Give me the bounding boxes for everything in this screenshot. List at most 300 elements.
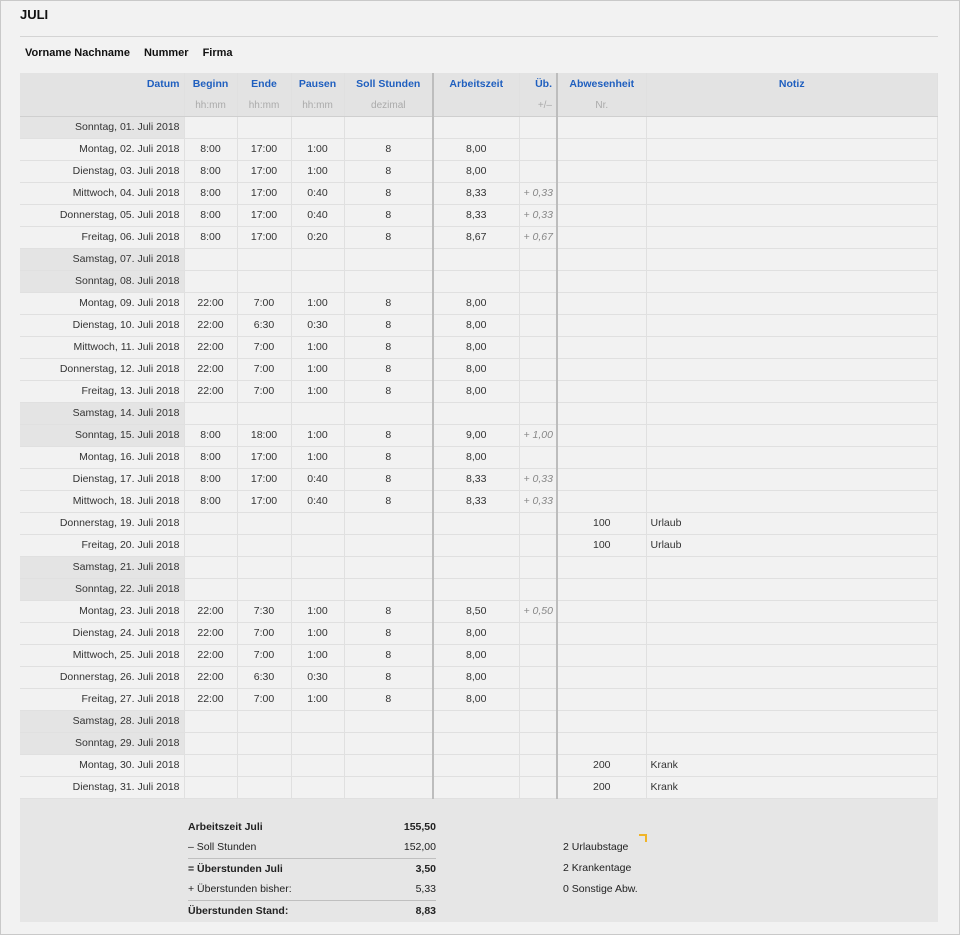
beginn-cell[interactable]: 8:00 <box>184 490 237 512</box>
notiz-cell[interactable] <box>646 336 938 358</box>
soll-cell[interactable] <box>344 776 433 798</box>
abwesenheit-cell[interactable] <box>557 336 646 358</box>
ende-cell[interactable] <box>237 776 291 798</box>
beginn-cell[interactable]: 8:00 <box>184 446 237 468</box>
abwesenheit-cell[interactable] <box>557 622 646 644</box>
notiz-cell[interactable] <box>646 226 938 248</box>
soll-cell[interactable] <box>344 754 433 776</box>
table-row <box>20 644 938 666</box>
notiz-cell[interactable] <box>646 468 938 490</box>
notiz-cell[interactable] <box>646 292 938 314</box>
header-ende: Ende <box>237 73 291 95</box>
soll-cell[interactable] <box>344 732 433 754</box>
soll-cell[interactable]: 8 <box>344 336 433 358</box>
ende-cell[interactable] <box>237 710 291 732</box>
notiz-cell[interactable] <box>646 402 938 424</box>
abwesenheit-cell[interactable] <box>557 666 646 688</box>
ende-cell[interactable]: 17:00 <box>237 138 291 160</box>
beginn-cell[interactable]: 8:00 <box>184 138 237 160</box>
date-cell: Montag, 23. Juli 2018 <box>20 600 184 622</box>
table-row <box>20 226 938 248</box>
pausen-cell[interactable] <box>291 534 344 556</box>
notiz-cell[interactable] <box>646 270 938 292</box>
ende-cell[interactable]: 7:00 <box>237 336 291 358</box>
abwesenheit-cell[interactable]: 200 <box>557 776 646 798</box>
abwesenheit-cell[interactable] <box>557 578 646 600</box>
soll-cell[interactable]: 8 <box>344 490 433 512</box>
abwesenheit-cell[interactable] <box>557 600 646 622</box>
table-row <box>20 402 938 424</box>
ueberstunden-cell: + 0,50 <box>519 600 557 622</box>
ende-cell[interactable]: 7:00 <box>237 688 291 710</box>
ende-cell[interactable]: 7:00 <box>237 644 291 666</box>
soll-cell[interactable] <box>344 512 433 534</box>
soll-cell[interactable]: 8 <box>344 622 433 644</box>
table-row <box>20 754 938 776</box>
abwesenheit-cell[interactable]: 100 <box>557 534 646 556</box>
beginn-cell[interactable]: 8:00 <box>184 160 237 182</box>
subheader-beginn: hh:mm <box>184 95 237 116</box>
abwesenheit-cell[interactable] <box>557 358 646 380</box>
ende-cell[interactable] <box>237 248 291 270</box>
arbeitszeit-cell: 8,00 <box>433 138 519 160</box>
abwesenheit-cell[interactable] <box>557 160 646 182</box>
beginn-cell[interactable]: 22:00 <box>184 666 237 688</box>
soll-cell[interactable] <box>344 248 433 270</box>
arbeitszeit-cell: 8,00 <box>433 380 519 402</box>
abwesenheit-cell[interactable]: 200 <box>557 754 646 776</box>
notiz-cell[interactable] <box>646 710 938 732</box>
pausen-cell[interactable]: 1:00 <box>291 336 344 358</box>
table-row <box>20 578 938 600</box>
beginn-cell[interactable]: 22:00 <box>184 644 237 666</box>
notiz-cell[interactable] <box>646 314 938 336</box>
ende-cell[interactable]: 6:30 <box>237 314 291 336</box>
table-row <box>20 138 938 160</box>
notiz-cell[interactable] <box>646 490 938 512</box>
soll-cell[interactable] <box>344 534 433 556</box>
pausen-cell[interactable]: 0:40 <box>291 204 344 226</box>
date-cell: Montag, 09. Juli 2018 <box>20 292 184 314</box>
abwesenheit-cell[interactable] <box>557 710 646 732</box>
arbeitszeit-cell <box>433 248 519 270</box>
date-cell: Mittwoch, 25. Juli 2018 <box>20 644 184 666</box>
arbeitszeit-cell: 8,00 <box>433 688 519 710</box>
date-cell: Dienstag, 03. Juli 2018 <box>20 160 184 182</box>
date-cell: Montag, 02. Juli 2018 <box>20 138 184 160</box>
abwesenheit-cell[interactable] <box>557 424 646 446</box>
arbeitszeit-cell <box>433 776 519 798</box>
ende-cell[interactable]: 17:00 <box>237 490 291 512</box>
abwesenheit-cell[interactable] <box>557 204 646 226</box>
pausen-cell[interactable]: 1:00 <box>291 600 344 622</box>
notiz-cell[interactable] <box>646 160 938 182</box>
pausen-cell[interactable]: 0:40 <box>291 490 344 512</box>
subheader-notiz <box>646 95 938 116</box>
beginn-cell[interactable] <box>184 270 237 292</box>
pausen-cell[interactable]: 0:30 <box>291 666 344 688</box>
beginn-cell[interactable]: 8:00 <box>184 204 237 226</box>
ende-cell[interactable] <box>237 402 291 424</box>
arbeitszeit-cell <box>433 578 519 600</box>
arbeitszeit-cell: 8,33 <box>433 490 519 512</box>
ueberstunden-cell: + 0,33 <box>519 468 557 490</box>
pausen-cell[interactable]: 1:00 <box>291 380 344 402</box>
soll-cell[interactable] <box>344 402 433 424</box>
date-cell: Samstag, 21. Juli 2018 <box>20 556 184 578</box>
header-row <box>20 73 938 95</box>
abwesenheit-cell[interactable] <box>557 292 646 314</box>
header-pausen: Pausen <box>291 73 344 95</box>
beginn-cell[interactable] <box>184 248 237 270</box>
beginn-cell[interactable] <box>184 578 237 600</box>
soll-cell[interactable]: 8 <box>344 138 433 160</box>
soll-cell[interactable]: 8 <box>344 204 433 226</box>
employee-company[interactable]: Firma <box>202 47 233 59</box>
arbeitszeit-cell <box>433 710 519 732</box>
table-row <box>20 666 938 688</box>
ende-cell[interactable] <box>237 116 291 138</box>
notiz-cell[interactable]: Krank <box>646 776 938 798</box>
pausen-cell[interactable] <box>291 116 344 138</box>
ende-cell[interactable]: 17:00 <box>237 468 291 490</box>
abwesenheit-cell[interactable] <box>557 644 646 666</box>
ueberstunden-cell <box>519 336 557 358</box>
soll-cell[interactable]: 8 <box>344 380 433 402</box>
notiz-cell[interactable] <box>646 666 938 688</box>
pausen-cell[interactable]: 1:00 <box>291 424 344 446</box>
ende-cell[interactable]: 7:30 <box>237 600 291 622</box>
soll-cell[interactable]: 8 <box>344 182 433 204</box>
date-cell: Montag, 30. Juli 2018 <box>20 754 184 776</box>
pausen-cell[interactable]: 1:00 <box>291 622 344 644</box>
soll-cell[interactable]: 8 <box>344 226 433 248</box>
table-row <box>20 160 938 182</box>
timesheet-table <box>20 73 938 799</box>
subheader-ende: hh:mm <box>237 95 291 116</box>
ueberstunden-cell <box>519 248 557 270</box>
abwesenheit-cell[interactable] <box>557 688 646 710</box>
table-row <box>20 490 938 512</box>
ueberstunden-cell <box>519 314 557 336</box>
pausen-cell[interactable] <box>291 776 344 798</box>
soll-cell[interactable]: 8 <box>344 468 433 490</box>
beginn-cell[interactable]: 22:00 <box>184 600 237 622</box>
notiz-cell[interactable] <box>646 248 938 270</box>
notiz-cell[interactable] <box>646 688 938 710</box>
date-cell: Dienstag, 17. Juli 2018 <box>20 468 184 490</box>
table-row <box>20 446 938 468</box>
notiz-cell[interactable] <box>646 556 938 578</box>
ende-cell[interactable] <box>237 754 291 776</box>
beginn-cell[interactable]: 22:00 <box>184 314 237 336</box>
pausen-cell[interactable]: 1:00 <box>291 446 344 468</box>
table-row <box>20 116 938 138</box>
date-cell: Mittwoch, 04. Juli 2018 <box>20 182 184 204</box>
soll-cell[interactable] <box>344 270 433 292</box>
ende-cell[interactable]: 17:00 <box>237 446 291 468</box>
soll-cell[interactable] <box>344 556 433 578</box>
soll-cell[interactable]: 8 <box>344 600 433 622</box>
beginn-cell[interactable]: 22:00 <box>184 380 237 402</box>
arbeitszeit-cell: 8,67 <box>433 226 519 248</box>
soll-cell[interactable]: 8 <box>344 424 433 446</box>
ende-cell[interactable]: 7:00 <box>237 380 291 402</box>
comment-marker-icon[interactable] <box>639 834 647 842</box>
beginn-cell[interactable]: 8:00 <box>184 182 237 204</box>
ende-cell[interactable]: 6:30 <box>237 666 291 688</box>
employee-name[interactable]: Vorname Nachname <box>25 47 130 59</box>
subheader-ueberstunden: +/– <box>519 95 557 116</box>
notiz-cell[interactable]: Urlaub <box>646 512 938 534</box>
ueberstunden-cell <box>519 138 557 160</box>
notiz-cell[interactable] <box>646 424 938 446</box>
summary-value: 5,33 <box>415 883 436 896</box>
date-cell: Dienstag, 31. Juli 2018 <box>20 776 184 798</box>
arbeitszeit-cell <box>433 556 519 578</box>
abwesenheit-cell[interactable] <box>557 314 646 336</box>
ende-cell[interactable]: 7:00 <box>237 292 291 314</box>
summary-label: Arbeitszeit Juli <box>188 820 263 833</box>
abwesenheit-cell[interactable] <box>557 732 646 754</box>
abwesenheit-cell[interactable] <box>557 380 646 402</box>
notiz-cell[interactable] <box>646 644 938 666</box>
beginn-cell[interactable] <box>184 556 237 578</box>
pausen-cell[interactable]: 1:00 <box>291 644 344 666</box>
ueberstunden-cell <box>519 446 557 468</box>
arbeitszeit-cell: 8,00 <box>433 622 519 644</box>
beginn-cell[interactable]: 8:00 <box>184 468 237 490</box>
pausen-cell[interactable] <box>291 270 344 292</box>
pausen-cell[interactable] <box>291 578 344 600</box>
beginn-cell[interactable]: 22:00 <box>184 688 237 710</box>
soll-cell[interactable]: 8 <box>344 314 433 336</box>
beginn-cell[interactable] <box>184 116 237 138</box>
arbeitszeit-cell: 8,50 <box>433 600 519 622</box>
beginn-cell[interactable] <box>184 710 237 732</box>
abwesenheit-cell[interactable]: 100 <box>557 512 646 534</box>
soll-cell[interactable] <box>344 578 433 600</box>
ende-cell[interactable]: 17:00 <box>237 160 291 182</box>
summary-value: 152,00 <box>403 841 436 854</box>
soll-cell[interactable]: 8 <box>344 666 433 688</box>
pausen-cell[interactable]: 1:00 <box>291 160 344 182</box>
soll-cell[interactable]: 8 <box>344 358 433 380</box>
pausen-cell[interactable]: 0:40 <box>291 468 344 490</box>
pausen-cell[interactable]: 1:00 <box>291 138 344 160</box>
date-cell: Donnerstag, 12. Juli 2018 <box>20 358 184 380</box>
header-abwesenheit: Abwesenheit <box>557 73 646 95</box>
ueberstunden-cell <box>519 666 557 688</box>
abwesenheit-cell[interactable] <box>557 226 646 248</box>
notiz-cell[interactable] <box>646 578 938 600</box>
pausen-cell[interactable] <box>291 754 344 776</box>
ueberstunden-cell <box>519 534 557 556</box>
pausen-cell[interactable]: 0:40 <box>291 182 344 204</box>
abwesenheit-cell[interactable] <box>557 490 646 512</box>
ueberstunden-cell <box>519 402 557 424</box>
ueberstunden-cell: + 0,33 <box>519 182 557 204</box>
date-cell: Freitag, 20. Juli 2018 <box>20 534 184 556</box>
ueberstunden-cell: + 1,00 <box>519 424 557 446</box>
arbeitszeit-cell <box>433 534 519 556</box>
beginn-cell[interactable]: 22:00 <box>184 358 237 380</box>
summary-label: + Überstunden bisher: <box>188 883 292 896</box>
table-row <box>20 732 938 754</box>
summary-label: – Soll Stunden <box>188 841 257 854</box>
absence-other: 0 Sonstige Abw. <box>563 883 638 895</box>
date-cell: Donnerstag, 05. Juli 2018 <box>20 204 184 226</box>
arbeitszeit-cell <box>433 512 519 534</box>
abwesenheit-cell[interactable] <box>557 402 646 424</box>
abwesenheit-cell[interactable] <box>557 556 646 578</box>
summary-row <box>188 816 436 837</box>
soll-cell[interactable] <box>344 710 433 732</box>
arbeitszeit-cell <box>433 754 519 776</box>
header-notiz: Notiz <box>646 73 938 95</box>
soll-cell[interactable]: 8 <box>344 644 433 666</box>
header-datum: Datum <box>20 73 184 95</box>
arbeitszeit-cell: 8,00 <box>433 446 519 468</box>
beginn-cell[interactable]: 22:00 <box>184 622 237 644</box>
summary-row <box>188 858 436 879</box>
subheader-datum <box>20 95 184 116</box>
arbeitszeit-cell: 8,00 <box>433 358 519 380</box>
notiz-cell[interactable] <box>646 380 938 402</box>
table-row <box>20 314 938 336</box>
pausen-cell[interactable] <box>291 710 344 732</box>
table-row <box>20 204 938 226</box>
header-arbeitszeit: Arbeitszeit <box>433 73 519 95</box>
table-row <box>20 292 938 314</box>
header-soll: Soll Stunden <box>344 73 433 95</box>
table-row <box>20 468 938 490</box>
pausen-cell[interactable]: 1:00 <box>291 292 344 314</box>
ende-cell[interactable] <box>237 534 291 556</box>
pausen-cell[interactable] <box>291 402 344 424</box>
date-cell: Freitag, 13. Juli 2018 <box>20 380 184 402</box>
month-title: JULI <box>20 7 49 22</box>
ende-cell[interactable]: 17:00 <box>237 204 291 226</box>
arbeitszeit-cell <box>433 402 519 424</box>
date-cell: Sonntag, 15. Juli 2018 <box>20 424 184 446</box>
ende-cell[interactable]: 7:00 <box>237 358 291 380</box>
ende-cell[interactable] <box>237 556 291 578</box>
notiz-cell[interactable]: Urlaub <box>646 534 938 556</box>
notiz-cell[interactable]: Krank <box>646 754 938 776</box>
summary-value: 8,83 <box>377 900 436 921</box>
abwesenheit-cell[interactable] <box>557 446 646 468</box>
date-cell: Dienstag, 10. Juli 2018 <box>20 314 184 336</box>
table-row <box>20 600 938 622</box>
date-cell: Samstag, 07. Juli 2018 <box>20 248 184 270</box>
ueberstunden-cell <box>519 710 557 732</box>
notiz-cell[interactable] <box>646 116 938 138</box>
summary-label: Überstunden Stand: <box>188 900 377 921</box>
summary-value: 3,50 <box>377 858 436 879</box>
pausen-cell[interactable]: 0:30 <box>291 314 344 336</box>
beginn-cell[interactable]: 22:00 <box>184 336 237 358</box>
beginn-cell[interactable] <box>184 754 237 776</box>
notiz-cell[interactable] <box>646 204 938 226</box>
ende-cell[interactable] <box>237 732 291 754</box>
ende-cell[interactable]: 7:00 <box>237 622 291 644</box>
table-row <box>20 248 938 270</box>
abwesenheit-cell[interactable] <box>557 468 646 490</box>
ende-cell[interactable]: 17:00 <box>237 182 291 204</box>
abwesenheit-cell[interactable] <box>557 248 646 270</box>
ende-cell[interactable] <box>237 270 291 292</box>
soll-cell[interactable]: 8 <box>344 446 433 468</box>
pausen-cell[interactable] <box>291 732 344 754</box>
pausen-cell[interactable]: 1:00 <box>291 688 344 710</box>
table-row <box>20 182 938 204</box>
ende-cell[interactable] <box>237 512 291 534</box>
beginn-cell[interactable]: 22:00 <box>184 292 237 314</box>
absence-sick: 2 Krankentage <box>563 862 632 874</box>
beginn-cell[interactable] <box>184 776 237 798</box>
table-row <box>20 270 938 292</box>
pausen-cell[interactable]: 1:00 <box>291 358 344 380</box>
notiz-cell[interactable] <box>646 358 938 380</box>
abwesenheit-cell[interactable] <box>557 116 646 138</box>
soll-cell[interactable]: 8 <box>344 160 433 182</box>
notiz-cell[interactable] <box>646 600 938 622</box>
beginn-cell[interactable] <box>184 512 237 534</box>
header-ueberstunden: Üb. <box>519 73 557 95</box>
ende-cell[interactable] <box>237 578 291 600</box>
notiz-cell[interactable] <box>646 182 938 204</box>
soll-cell[interactable]: 8 <box>344 292 433 314</box>
arbeitszeit-cell: 8,00 <box>433 292 519 314</box>
date-cell: Dienstag, 24. Juli 2018 <box>20 622 184 644</box>
ende-cell[interactable]: 17:00 <box>237 226 291 248</box>
ende-cell[interactable]: 18:00 <box>237 424 291 446</box>
beginn-cell[interactable]: 8:00 <box>184 226 237 248</box>
pausen-cell[interactable] <box>291 556 344 578</box>
beginn-cell[interactable] <box>184 534 237 556</box>
arbeitszeit-cell <box>433 270 519 292</box>
table-row <box>20 424 938 446</box>
date-cell: Freitag, 06. Juli 2018 <box>20 226 184 248</box>
ueberstunden-cell <box>519 270 557 292</box>
pausen-cell[interactable]: 0:20 <box>291 226 344 248</box>
ueberstunden-cell <box>519 622 557 644</box>
soll-cell[interactable]: 8 <box>344 688 433 710</box>
ueberstunden-cell <box>519 688 557 710</box>
arbeitszeit-cell: 8,33 <box>433 182 519 204</box>
pausen-cell[interactable] <box>291 248 344 270</box>
absence-vacation: 2 Urlaubstage <box>563 841 629 853</box>
employee-number[interactable]: Nummer <box>143 47 189 59</box>
pausen-cell[interactable] <box>291 512 344 534</box>
title-divider <box>20 36 938 37</box>
notiz-cell[interactable] <box>646 732 938 754</box>
notiz-cell[interactable] <box>646 446 938 468</box>
arbeitszeit-cell: 8,00 <box>433 336 519 358</box>
notiz-cell[interactable] <box>646 622 938 644</box>
beginn-cell[interactable] <box>184 732 237 754</box>
beginn-cell[interactable]: 8:00 <box>184 424 237 446</box>
abwesenheit-cell[interactable] <box>557 270 646 292</box>
abwesenheit-cell[interactable] <box>557 138 646 160</box>
abwesenheit-cell[interactable] <box>557 182 646 204</box>
soll-cell[interactable] <box>344 116 433 138</box>
notiz-cell[interactable] <box>646 138 938 160</box>
arbeitszeit-cell: 8,00 <box>433 314 519 336</box>
subheader-arbeitszeit <box>433 95 519 116</box>
beginn-cell[interactable] <box>184 402 237 424</box>
